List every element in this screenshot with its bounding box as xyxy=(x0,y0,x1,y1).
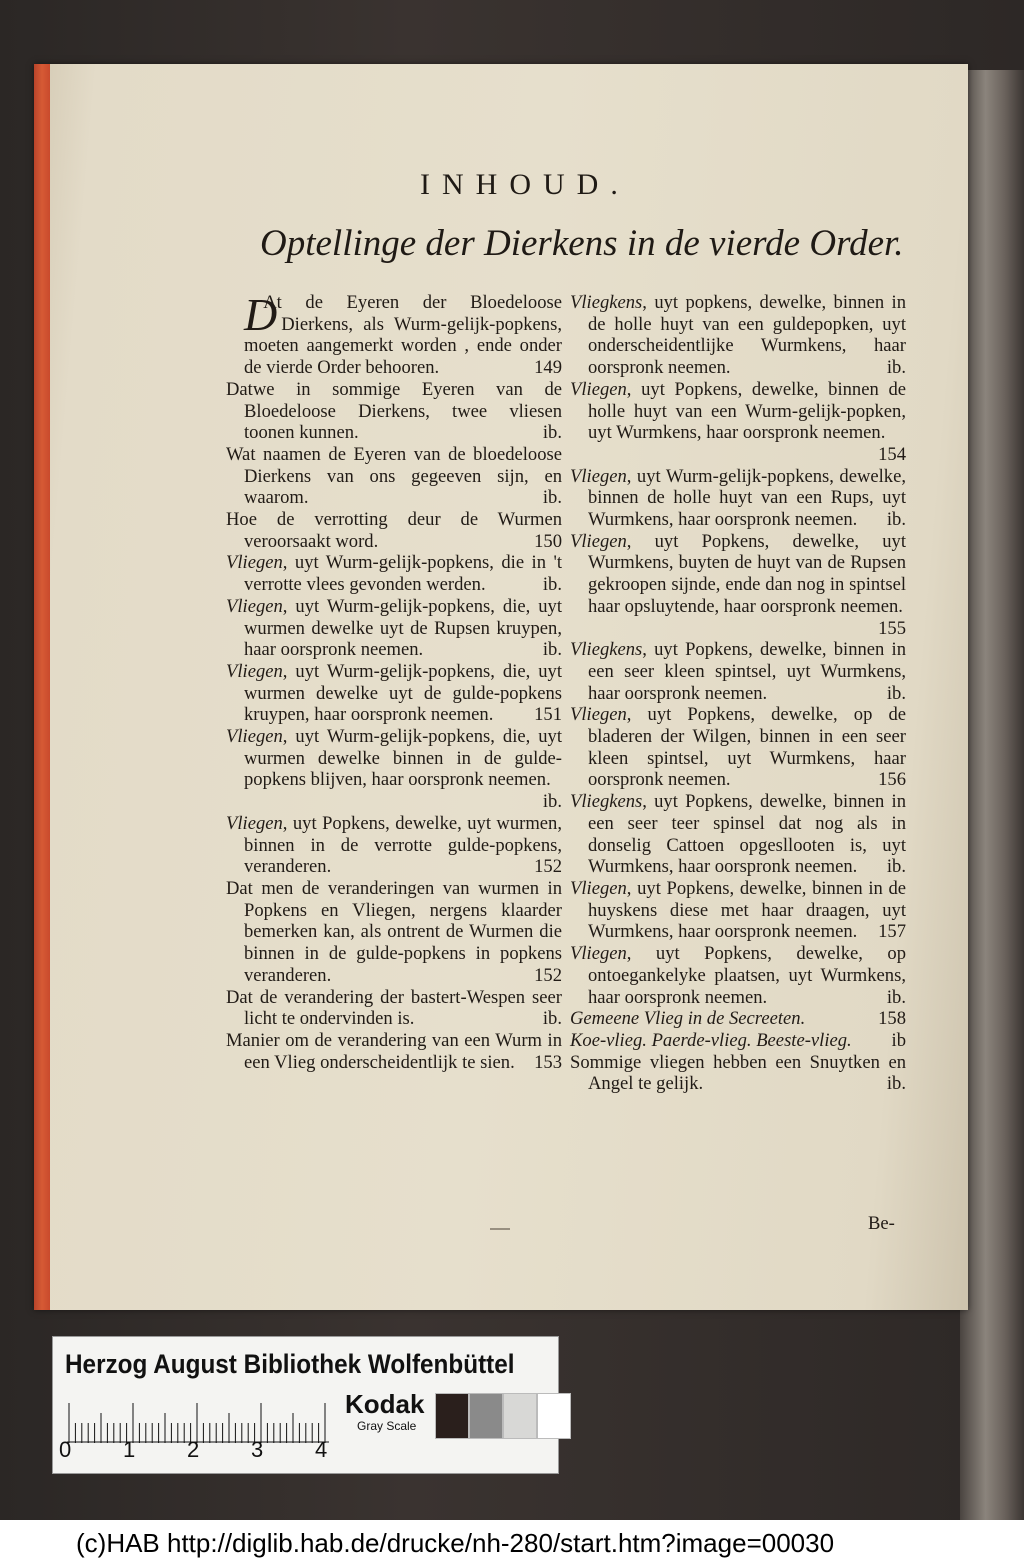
entry-page-ref: ib. xyxy=(886,357,906,379)
entry-text: , uyt Popkens, dewelke, uyt wurmen, binnen in de verrotte gulde-popkens, veranderen. xyxy=(244,812,562,878)
entry-page-ref: ib. xyxy=(886,509,906,531)
index-entry xyxy=(570,943,906,1008)
page-title: Optellinge der Dierkens in de vierde Order. xyxy=(260,223,904,264)
ink-mark xyxy=(490,1228,510,1230)
index-entry xyxy=(226,509,562,552)
entry-page-ref: ib xyxy=(891,1029,906,1051)
entry-lead: Vliegen xyxy=(570,943,627,965)
red-page-edge xyxy=(34,64,50,1310)
entry-page-ref: 152 xyxy=(534,964,562,986)
entry-page-ref: 153 xyxy=(534,1051,562,1073)
entry-text: , uyt Wurm-gelijk-popkens, die, uyt wurmen dewelke binnen in de gulde-popkens blijven, haar oorspronk neemen. xyxy=(244,726,562,791)
entry-page-ref: 157 xyxy=(878,921,906,943)
entry-text: , uyt Popkens, dewelke, uyt Wurmkens, buyten de huyt van de Rupsen gekroopen sijnde, ende dan nog in spintsel haar opsluytende, haar oorspronk neemen. xyxy=(588,530,906,617)
entry-text: , uyt Popkens, dewelke, binnen in een seer teer spinsel dat nog als in donselig Cattoen opgesllooten is, uyt Wurmkens, haar oorspronk neemen. xyxy=(588,791,906,878)
entry-text: , uyt Wurm-gelijk-popkens, dewelke, binnen de holle huyt van een Rups, uyt Wurmkens, haar oorspronk neemen. xyxy=(588,465,906,531)
entry-page-ref: 151 xyxy=(534,704,562,726)
book-edge xyxy=(960,70,1024,1520)
entry-page-ref: ib. xyxy=(542,791,562,813)
entry-lead: Vliegkens xyxy=(570,791,643,813)
library-card xyxy=(52,1336,559,1474)
entry-text: , uyt Wurm-gelijk-popkens, die, uyt wurmen dewelke uyt de gulde-popkens kruypen, haar oorspronk neemen. xyxy=(244,660,562,726)
entry-text: , uyt popkens, dewelke, binnen in de holle huyt van een guldepopken, uyt onderscheidentlijke Wurmkens, haar oorspronk neemen. xyxy=(588,292,906,379)
index-entry xyxy=(226,552,562,595)
entry-page-ref: 156 xyxy=(878,769,906,791)
index-entry xyxy=(226,379,562,444)
entry-page-ref: 158 xyxy=(878,1008,906,1030)
index-entry xyxy=(226,726,562,813)
entry-lead: Vliegen xyxy=(570,704,627,726)
entry-lead: Vliegen xyxy=(226,812,283,834)
entry-lead: Vliegkens xyxy=(570,639,643,661)
entry-lead: Vliegen xyxy=(570,378,627,400)
index-entry xyxy=(226,661,562,726)
index-entry xyxy=(226,444,562,509)
ruler-number: 1 xyxy=(123,1437,136,1462)
entry-lead: Vliegkens xyxy=(570,292,643,313)
entry-text: Datwe in sommige Eyeren van de Bloedeloose Dierkens, twee vliesen toonen kunnen. xyxy=(226,378,562,444)
index-entry xyxy=(226,289,562,379)
index-entry xyxy=(570,791,906,878)
entry-page-ref: ib. xyxy=(542,639,562,661)
drop-cap: D xyxy=(244,289,278,340)
entry-page-ref: ib. xyxy=(886,682,906,704)
entry-text: At de Eyeren der Bloedeloose Dierkens, als Wurm-gelijk-popkens, moeten aangemerkt worden , ende onder de vierde Order behooren. xyxy=(244,292,562,379)
gray-swatch xyxy=(503,1393,537,1439)
catchword: Be- xyxy=(868,1213,895,1234)
right-column xyxy=(570,292,906,1095)
entry-text: Dat de verandering der bastert-Wespen seer licht te ondervinden is. xyxy=(226,986,562,1030)
page-header: INHOUD. xyxy=(420,168,630,201)
entry-page-ref: ib. xyxy=(542,487,562,509)
entry-lead: Koe-vlieg. Paerde-vlieg. Beeste-vlieg. xyxy=(570,1029,852,1051)
gray-swatch xyxy=(435,1393,469,1439)
index-entry xyxy=(570,292,906,379)
entry-page-ref: ib. xyxy=(542,422,562,444)
entry-lead: Gemeene Vlieg in de Secreeten. xyxy=(570,1008,806,1030)
index-entry xyxy=(570,531,906,640)
footer-credit: (c)HAB http://diglib.hab.de/drucke/nh-280/start.htm?image=00030 xyxy=(76,1528,835,1558)
entry-lead: Vliegen xyxy=(570,465,627,487)
ruler-number: 2 xyxy=(187,1437,200,1462)
index-entry xyxy=(570,466,906,531)
entry-lead: Vliegen xyxy=(570,877,627,899)
kodak-logo: Kodak xyxy=(345,1389,425,1419)
ruler-number: 0 xyxy=(59,1437,72,1462)
entry-page-ref: ib. xyxy=(542,1008,562,1030)
entry-text: Manier om de verandering van een Wurm in een Vlieg onderscheidentlijk te sien. xyxy=(226,1029,562,1073)
entry-text: Sommige vliegen hebben een Snuytken en Angel te gelijk. xyxy=(570,1051,906,1095)
entry-page-ref: 152 xyxy=(534,856,562,878)
kodak-subtitle: Gray Scale xyxy=(357,1419,417,1433)
entry-text: , uyt Popkens, dewelke, binnen de holle huyt van een Wurm-gelijk-popken, uyt Wurmkens, haar oorspronk neemen. xyxy=(588,378,906,444)
index-entry xyxy=(570,639,906,704)
entry-text: Dat men de veranderingen van wurmen in Popkens en Vliegen, nergens klaarder bemerken kan, als ontrent de Wurmen die binnen in de gulde-popkens in popkens veranderen. xyxy=(226,877,562,986)
entry-page-ref: ib. xyxy=(542,574,562,596)
entry-page-ref: 154 xyxy=(878,443,906,465)
index-entry xyxy=(570,1008,906,1030)
entry-lead: Vliegen xyxy=(226,595,283,617)
entry-text: , uyt Wurm-gelijk-popkens, die, uyt wurmen dewelke uyt de Rupsen kruypen, haar oorspronk neemen. xyxy=(244,595,562,661)
entry-page-ref: ib. xyxy=(886,986,906,1008)
entry-text: , uyt Popkens, dewelke, op ontoegankelyke plaatsen, uyt Wurmkens, haar oorspronk neemen. xyxy=(588,943,906,1008)
ruler-number: 4 xyxy=(315,1437,328,1462)
index-entry xyxy=(570,878,906,943)
index-entry xyxy=(570,704,906,791)
library-name: Herzog August Bibliothek Wolfenbüttel xyxy=(65,1349,515,1379)
entry-text: , uyt Popkens, dewelke, binnen in de huyskens diese met haar draagen, uyt Wurmkens, haar oorspronk neemen. xyxy=(588,877,906,943)
ruler-number: 3 xyxy=(251,1437,264,1462)
entry-lead: Vliegen xyxy=(226,552,283,574)
entry-text: , uyt Popkens, dewelke, binnen in een seer kleen spintsel, uyt Wurmkens, haar oorspronk neemen. xyxy=(588,639,906,704)
entry-text: , uyt Popkens, dewelke, op de bladeren der Wilgen, binnen in een seer kleen spintsel, uyt Wurmkens, haar oorspronk neemen. xyxy=(588,704,906,791)
index-entry xyxy=(226,987,562,1030)
left-column xyxy=(226,289,562,1073)
entry-page-ref: 155 xyxy=(878,617,906,639)
index-entry xyxy=(226,1030,562,1073)
index-entry xyxy=(570,1030,906,1052)
index-entry xyxy=(226,878,562,987)
index-entry xyxy=(226,813,562,878)
entry-page-ref: 150 xyxy=(534,530,562,552)
entry-text: Hoe de verrotting deur de Wurmen veroorsaakt word. xyxy=(226,509,562,552)
index-entry xyxy=(570,379,906,466)
index-entry xyxy=(570,1052,906,1095)
entry-lead: Vliegen xyxy=(226,660,283,682)
entry-page-ref: ib. xyxy=(886,856,906,878)
entry-lead: Vliegen xyxy=(226,726,283,748)
entry-text: Wat naamen de Eyeren van de bloedeloose Dierkens van ons gegeeven sijn, en waarom. xyxy=(226,443,562,509)
entry-page-ref: 149 xyxy=(534,357,562,379)
gray-swatch xyxy=(469,1393,503,1439)
entry-text: , uyt Wurm-gelijk-popkens, die in 't verrotte vlees gevonden werden. xyxy=(244,552,562,596)
entry-lead: Vliegen xyxy=(570,530,627,552)
gray-swatch xyxy=(537,1393,571,1439)
entry-page-ref: ib. xyxy=(886,1073,906,1095)
index-entry xyxy=(226,596,562,661)
